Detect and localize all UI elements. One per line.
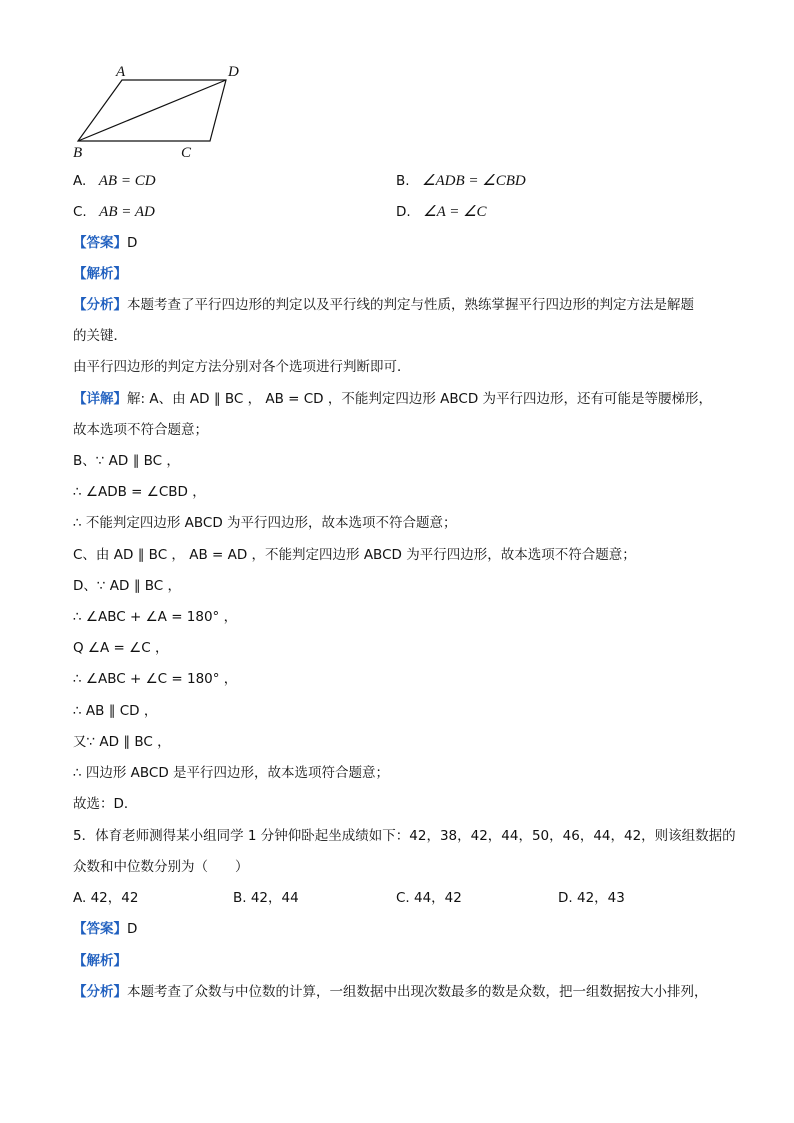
q5-fenxi-text-1: 本题考查了众数与中位数的计算，一组数据中出现次数最多的数是众数，把一组数据按大小排列， <box>127 984 708 1000</box>
analysis-tag: 【解析】 <box>73 266 127 282</box>
q5-option-b: B. 42，44 <box>233 890 299 906</box>
detail-text-1: 解: A、由 AD ∥ BC ， AB = CD ，不能判定四边形 ABCD 为平行四边形，还有可能是等腰梯形， <box>127 391 713 407</box>
q4-option-c <box>73 202 155 222</box>
q5-stem-line-2: 众数和中位数分别为（ ） <box>73 859 249 875</box>
q4-detail-line-3: B、∵ AD ∥ BC ， <box>73 453 180 469</box>
q4-fenxi-line-1 <box>73 295 694 315</box>
q4-fenxi-line-3: 由平行四边形的判定方法分别对各个选项进行判断即可． <box>73 359 411 375</box>
q5-answer <box>73 919 137 939</box>
fenxi-text-1: 本题考查了平行四边形的判定以及平行线的判定与性质，熟练掌握平行四边形的判定方法是解题 <box>127 297 694 313</box>
point-d-label: D <box>228 64 239 80</box>
q4-option-d <box>396 202 487 222</box>
q5-analysis-heading <box>73 951 127 971</box>
option-c-text: AB = AD <box>99 204 155 220</box>
q4-detail-line-7: D、∵ AD ∥ BC ， <box>73 578 181 594</box>
point-c-label: C <box>181 145 192 161</box>
q4-detail-line-11: ∴ AB ∥ CD ， <box>73 703 158 719</box>
q4-fenxi-line-2: 的关键． <box>73 328 127 344</box>
q4-detail-line-1 <box>73 389 712 409</box>
parallelogram-diagram <box>70 60 250 165</box>
q4-analysis-heading <box>73 264 127 284</box>
parallelogram-figure <box>70 60 250 165</box>
q4-option-a <box>73 171 156 191</box>
option-b-label: B. <box>396 173 410 189</box>
q5-answer-value: D <box>127 921 138 937</box>
q5-option-c: C. 44，42 <box>396 890 462 906</box>
q4-detail-line-14: 故选：D． <box>73 796 138 812</box>
q5-option-d: D. 42，43 <box>558 890 625 906</box>
q4-answer <box>73 233 137 253</box>
option-d-label: D. <box>396 204 411 220</box>
q5-answer-tag: 【答案】 <box>73 921 127 937</box>
option-c-label: C. <box>73 204 87 220</box>
q5-analysis-tag: 【解析】 <box>73 953 127 969</box>
q4-detail-line-9: Q ∠A = ∠C ， <box>73 640 169 656</box>
option-a-text: AB = CD <box>98 173 156 189</box>
point-a-label: A <box>116 64 126 80</box>
q4-detail-line-4: ∴ ∠ADB = ∠CBD ， <box>73 484 206 500</box>
detail-tag: 【详解】 <box>73 391 127 407</box>
fenxi-tag: 【分析】 <box>73 297 127 313</box>
q5-fenxi-tag: 【分析】 <box>73 984 127 1000</box>
option-a-label: A. <box>73 173 87 189</box>
q5-stem-line-1: 5．体育老师测得某小组同学 1 分钟仰卧起坐成绩如下：42，38，42，44，50，46，44，42，则该组数据的 <box>73 828 736 844</box>
q5-fenxi-line-1 <box>73 982 708 1002</box>
answer-value: D <box>127 235 138 251</box>
option-b-text: ∠ADB = ∠CBD <box>422 173 526 189</box>
q4-detail-line-2: 故本选项不符合题意； <box>73 422 208 438</box>
q4-detail-line-12: 又∵ AD ∥ BC ， <box>73 734 171 750</box>
option-d-text: ∠A = ∠C <box>423 204 487 220</box>
point-b-label: B <box>73 145 83 161</box>
q5-option-a: A. 42，42 <box>73 890 139 906</box>
q4-detail-line-8: ∴ ∠ABC + ∠A = 180° ， <box>73 609 238 625</box>
answer-tag: 【答案】 <box>73 235 127 251</box>
q4-detail-line-10: ∴ ∠ABC + ∠C = 180° ， <box>73 671 238 687</box>
q4-detail-line-6: C、由 AD ∥ BC ， AB = AD ，不能判定四边形 ABCD 为平行四边形，故本选项不符合题意； <box>73 547 636 563</box>
q4-option-b <box>396 171 526 191</box>
q4-detail-line-5: ∴ 不能判定四边形 ABCD 为平行四边形，故本选项不符合题意； <box>73 515 457 531</box>
q4-detail-line-13: ∴ 四边形 ABCD 是平行四边形，故本选项符合题意； <box>73 765 390 781</box>
